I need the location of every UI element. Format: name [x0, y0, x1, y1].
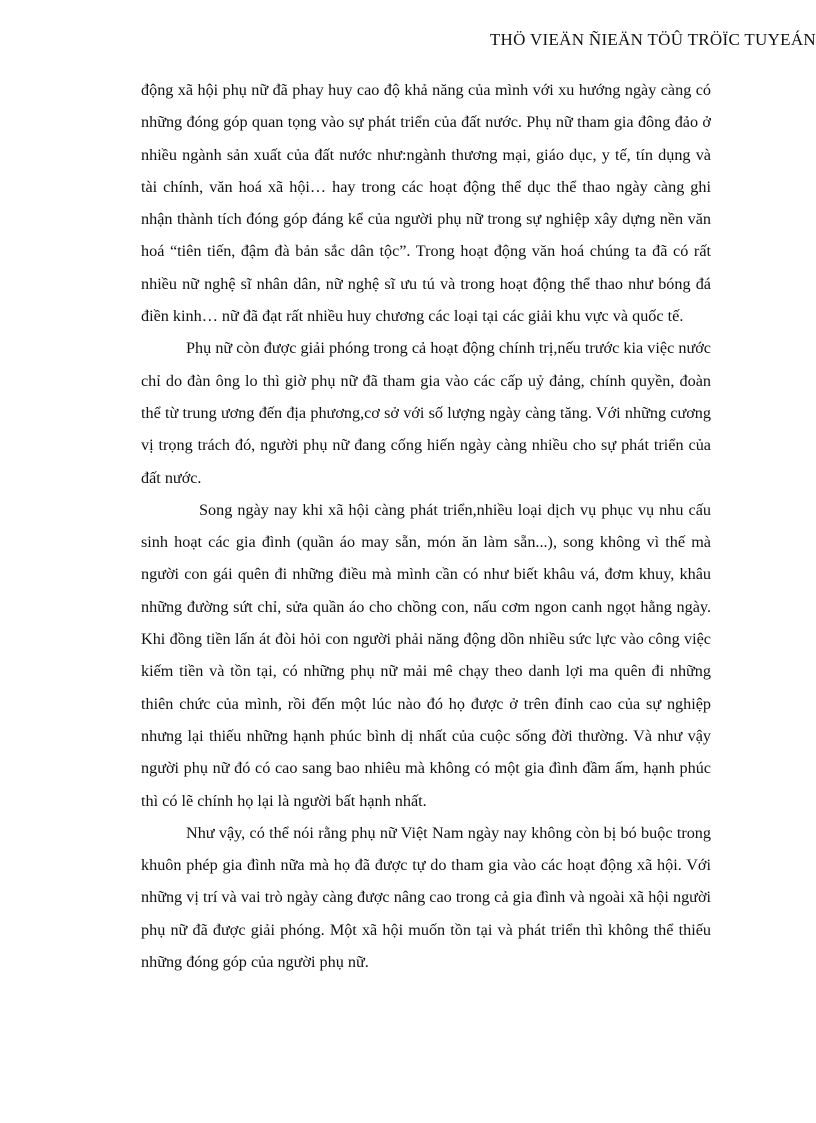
paragraph-2: Phụ nữ còn được giải phóng trong cả hoạt động chính trị,nếu trước kia việc nước chỉ do đàn ông lo thì giờ phụ nữ đã tham gia vào các cấp uỷ đảng, chính quyền, đoàn thể từ trung ương đến địa phương,cơ sở với số lượng ngày càng tăng. Với những cương vị trọng trách đó, người phụ nữ đang cống hiến ngày càng nhiều cho sự phát triển của đất nước.	[141, 339, 711, 487]
document-body	[141, 74, 711, 978]
paragraph-4: Như vậy, có thể nói rằng phụ nữ Việt Nam ngày nay không còn bị bó buộc trong khuôn phép gia đình nữa mà họ đã được tự do tham gia vào các hoạt động xã hội. Với những vị trí và vai trò ngày càng được nâng cao trong cả gia đình và ngoài xã hội người phụ nữ đã được giải phóng. Một xã hội muốn tồn tại và phát triển thì không thể thiếu những đóng góp của người phụ nữ.	[141, 823, 711, 972]
paragraph-3: Song ngày nay khi xã hội càng phát triển,nhiều loại dịch vụ phục vụ nhu cấu sinh hoạt các gia đình (quần áo may sẵn, món ăn làm sẵn...), song không vì thế mà người con gái quên đi những điều mà mình cần có như biết khâu vá, đơm khuy, khâu những đường sứt chỉ, sửa quần áo cho chồng con, nấu cơm ngon canh ngọt hằng ngày. Khi đồng tiền lấn át đòi hỏi con người phải năng động dồn nhiều sức lực vào công việc kiếm tiền và tồn tại, có những phụ nữ mải mê chạy theo danh lợi ma quên đi những thiên chức của mình, rồi đến một lúc nào đó họ được ở trên đỉnh cao của sự nghiệp nhưng lại thiếu những hạnh phúc bình dị nhất của cuộc sống đời thường. Và như vậy người phụ nữ đó có cao sang bao nhiêu mà không có một gia đình đầm ấm, hạnh phúc thì có lẽ chính họ lại là người bất hạnh nhất.	[141, 500, 711, 810]
page-header: THÖ VIEÄN ÑIEÄN TÖÛ TRÖÏC TUYEÁN	[489, 30, 816, 49]
paragraph-1: động xã hội phụ nữ đã phay huy cao độ khả năng của mình với xu hướng ngày càng có những đóng góp quan tọng vào sự phát triển của đất nước. Phụ nữ tham gia đông đảo ở nhiều ngành sản xuất của đất nước như:ngành thương mại, giáo dục, y tế, tín dụng và tài chính, văn hoá xã hội… hay trong các hoạt động thể dục thể thao ngày càng ghi nhận thành tích đóng góp đáng kể của người phụ nữ trong sự nghiệp xây dựng nền văn hoá “tiên tiến, đậm đà bản sắc dân tộc”. Trong hoạt động văn hoá chúng ta đã có rất nhiều nữ nghệ sĩ nhân dân, nữ nghệ sĩ ưu tú và trong hoạt động thể thao như bóng đá điền kinh… nữ đã đạt rất nhiều huy chương các loại tại các giải khu vực và quốc tế.	[141, 81, 711, 326]
